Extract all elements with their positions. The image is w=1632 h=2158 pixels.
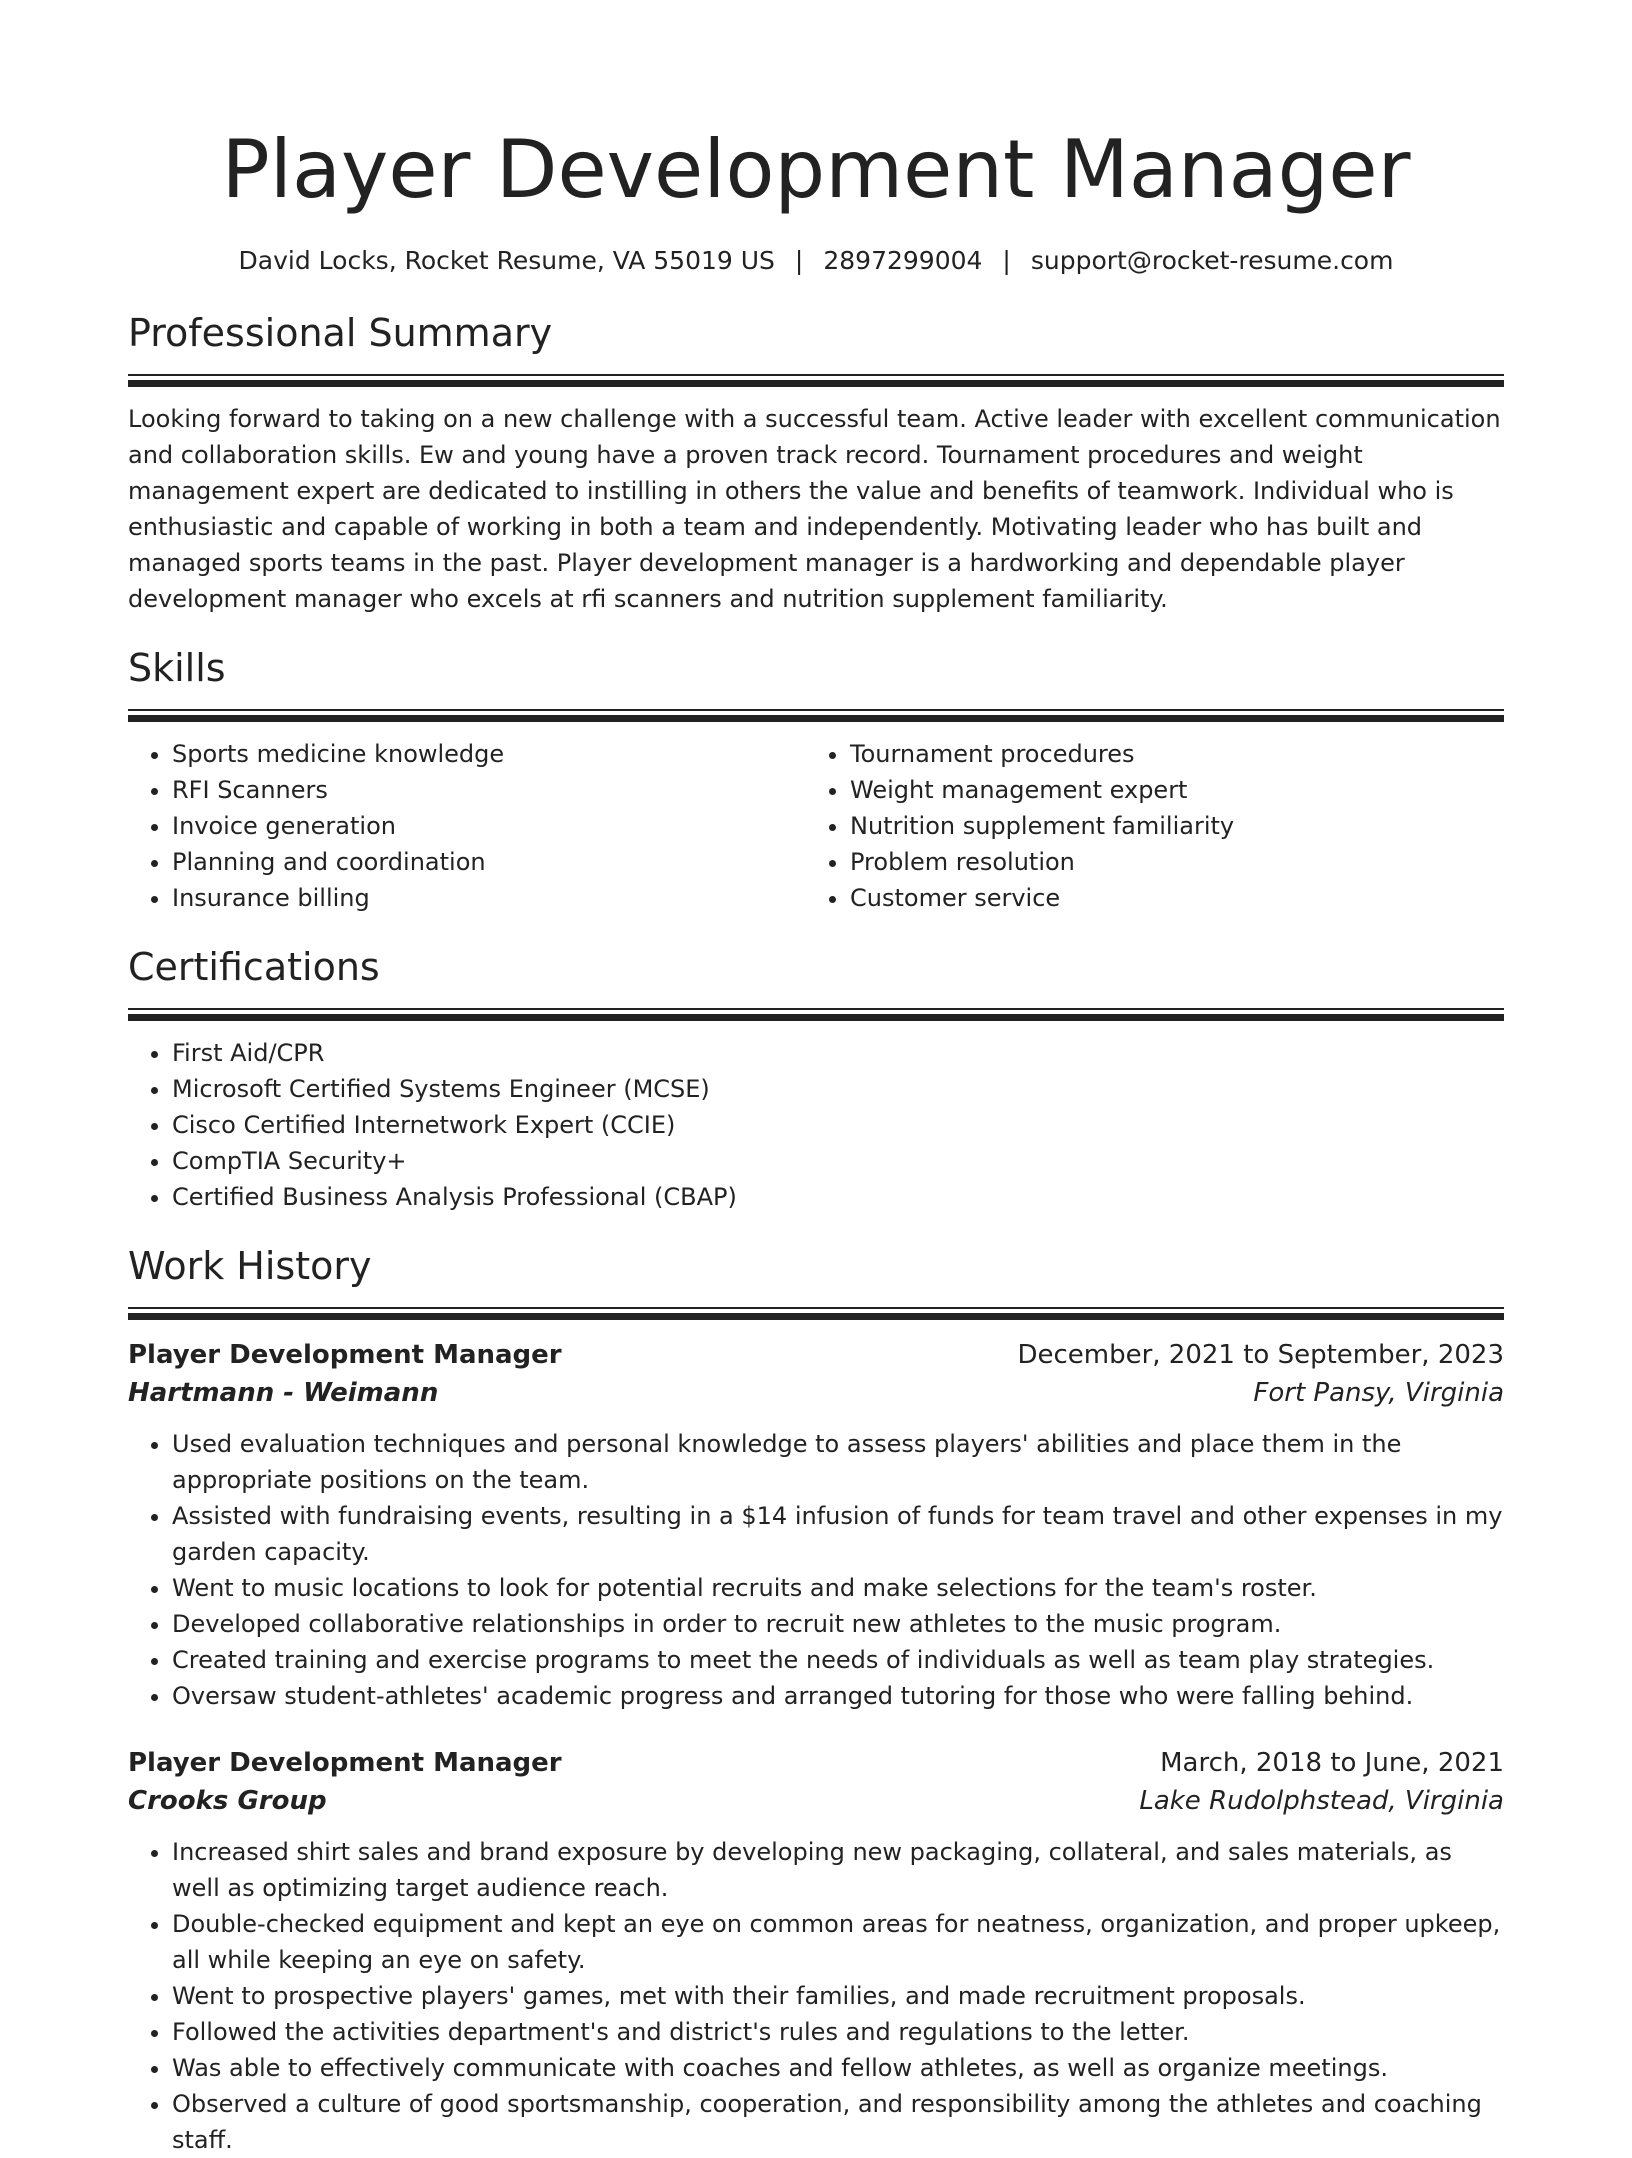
resume-page <box>128 118 1504 2158</box>
section-divider <box>128 709 1504 722</box>
section-heading-summary: Professional Summary <box>128 311 553 355</box>
certifications-section <box>128 942 1504 1215</box>
skill-item: • Tournament procedures <box>850 736 1504 772</box>
contact-address: David Locks, Rocket Resume, VA 55019 US <box>238 246 775 275</box>
contact-line <box>128 244 1504 278</box>
certification-item: • CompTIA Security+ <box>172 1143 1504 1179</box>
job-location: Lake Rudolphstead, Virginia <box>1139 1786 1504 1816</box>
job-bullet: • Assisted with fundraising events, resulting in a $14 infusion of funds for team travel and other expenses in my garden capacity. <box>172 1498 1504 1570</box>
job-title: Player Development Manager <box>128 1748 562 1778</box>
job-entry <box>128 1336 1504 1714</box>
skill-item: • Nutrition supplement familiarity <box>850 808 1504 844</box>
job-dates: December, 2021 to September, 2023 <box>1017 1340 1504 1370</box>
job-header <box>128 1744 1504 1782</box>
section-divider <box>128 374 1504 387</box>
certification-item: • Certified Business Analysis Professional (CBAP) <box>172 1179 1504 1215</box>
job-bullet: • Developed collaborative relationships in order to recruit new athletes to the music program. <box>172 1606 1504 1642</box>
job-location: Fort Pansy, Virginia <box>1253 1378 1504 1408</box>
job-bullet: • Created training and exercise programs to meet the needs of individuals as well as team play strategies. <box>172 1642 1504 1678</box>
certifications-list <box>128 1035 1504 1215</box>
skill-item: • Insurance billing <box>172 880 806 916</box>
summary-text: Looking forward to taking on a new challenge with a successful team. Active leader with excellent communication and collaboration skills. Ew and young have a proven track record. Tournament procedures and weight management expert are dedicated to instilling in others the value and benefits of teamwork. Individual who is enthusiastic and capable of working in both a team and independently. Motivating leader who has built and managed sports teams in the past. Player development manager is a hardworking and dependable player development manager who excels at rfi scanners and nutrition supplement familiarity. <box>128 405 1501 613</box>
certification-item: • Microsoft Certified Systems Engineer (MCSE) <box>172 1071 1504 1107</box>
job-bullet: • Oversaw student-athletes' academic progress and arranged tutoring for those who were falling behind. <box>172 1678 1504 1714</box>
contact-email[interactable]: support@rocket-resume.com <box>1030 246 1394 275</box>
job-bullet: • Increased shirt sales and brand exposure by developing new packaging, collateral, and sales materials, as well as optimizing target audience reach. <box>172 1834 1504 1906</box>
skill-item: • Invoice generation <box>172 808 806 844</box>
section-heading-certifications: Certifications <box>128 945 380 989</box>
skill-item: • Weight management expert <box>850 772 1504 808</box>
job-subheader <box>128 1374 1504 1412</box>
job-bullets <box>128 1426 1504 1714</box>
certification-item: • First Aid/CPR <box>172 1035 1504 1071</box>
skills-list-left <box>128 736 806 916</box>
skill-item: • RFI Scanners <box>172 772 806 808</box>
work-history-section <box>128 1241 1504 2158</box>
skill-item: • Problem resolution <box>850 844 1504 880</box>
job-bullet: • Used evaluation techniques and personal knowledge to assess players' abilities and place them in the appropriate positions on the team. <box>172 1426 1504 1498</box>
job-bullet: • Double-checked equipment and kept an eye on common areas for neatness, organization, and proper upkeep, all while keeping an eye on safety. <box>172 1906 1504 1978</box>
section-divider <box>128 1008 1504 1021</box>
job-company: Hartmann - Weimann <box>128 1378 439 1408</box>
skill-item: • Customer service <box>850 880 1504 916</box>
job-entry <box>128 1744 1504 2158</box>
job-bullet: • Observed a culture of good sportsmanship, cooperation, and responsibility among the athletes and coaching staff. <box>172 2086 1504 2158</box>
contact-separator: | <box>794 246 804 275</box>
skills-section <box>128 643 1504 916</box>
job-dates: March, 2018 to June, 2021 <box>1160 1748 1504 1778</box>
resume-title: Player Development Manager <box>221 123 1411 216</box>
contact-phone: 2897299004 <box>823 246 983 275</box>
summary-section <box>128 308 1504 617</box>
job-bullet: • Went to prospective players' games, met with their families, and made recruitment proposals. <box>172 1978 1504 2014</box>
section-heading-skills: Skills <box>128 646 226 690</box>
job-header <box>128 1336 1504 1374</box>
job-bullet: • Followed the activities department's and district's rules and regulations to the letter. <box>172 2014 1504 2050</box>
job-bullet: • Went to music locations to look for potential recruits and make selections for the team's roster. <box>172 1570 1504 1606</box>
section-divider <box>128 1307 1504 1320</box>
certification-item: • Cisco Certified Internetwork Expert (CCIE) <box>172 1107 1504 1143</box>
job-bullets <box>128 1834 1504 2158</box>
skill-item: • Sports medicine knowledge <box>172 736 806 772</box>
skill-item: • Planning and coordination <box>172 844 806 880</box>
job-company: Crooks Group <box>128 1786 327 1816</box>
skills-columns <box>128 736 1504 916</box>
job-title: Player Development Manager <box>128 1340 562 1370</box>
section-heading-work: Work History <box>128 1244 372 1288</box>
skills-list-right <box>806 736 1504 916</box>
job-bullet: • Was able to effectively communicate with coaches and fellow athletes, as well as organize meetings. <box>172 2050 1504 2086</box>
contact-separator: | <box>1002 246 1011 275</box>
job-subheader <box>128 1782 1504 1820</box>
